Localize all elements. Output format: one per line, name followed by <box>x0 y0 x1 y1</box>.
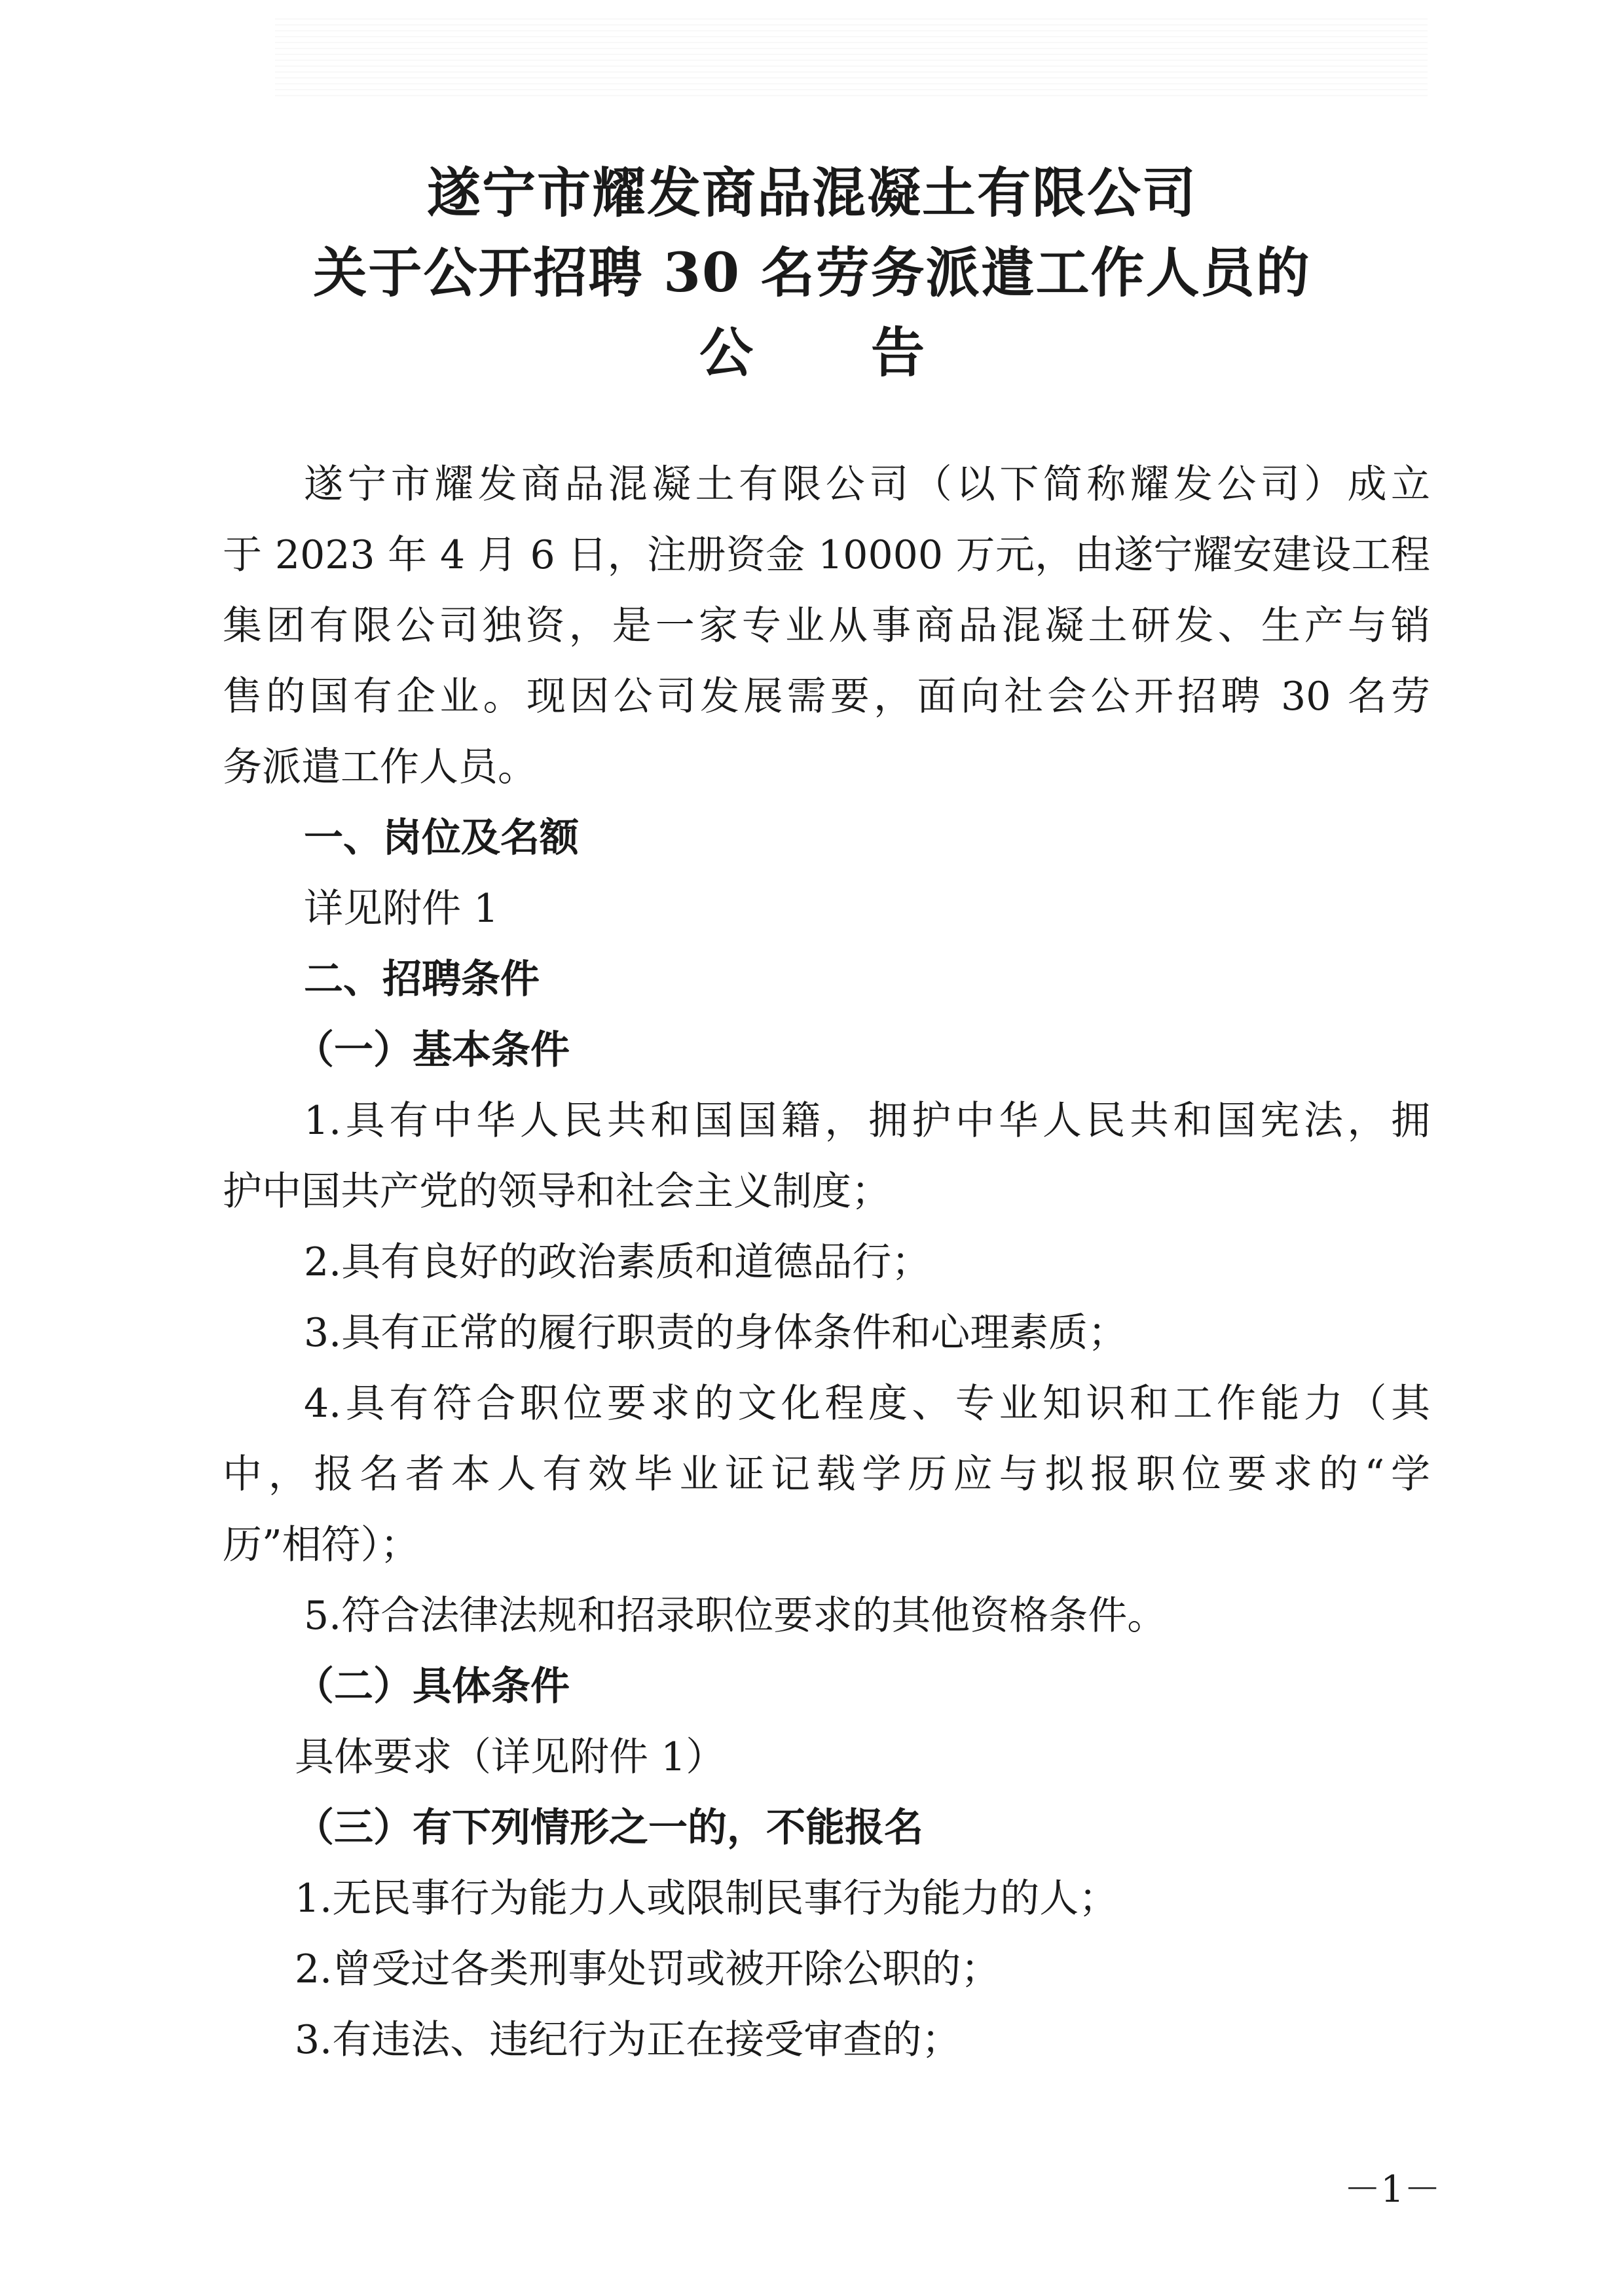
basic-item-1-line-1: 1.具有中华人民共和国国籍，拥护中华人民共和国宪法，拥 <box>304 1098 1430 1144</box>
basic-item-4-line-3: 历”相符）； <box>223 1522 420 1568</box>
intro-line-5: 务派遣工作人员。 <box>223 744 537 790</box>
document-body <box>223 449 1430 2075</box>
subsection-2-text: 具体要求（详见附件 1） <box>295 1734 726 1780</box>
basic-item-1-line-2: 护中国共产党的领导和社会主义制度； <box>223 1169 891 1214</box>
intro-line-1: 遂宁市耀发商品混凝土有限公司（以下简称耀发公司）成立 <box>304 462 1430 507</box>
title-line-3: 公告 <box>699 321 1043 384</box>
basic-item-4-line-2: 中，报名者本人有效毕业证记载学历应与拟报职位要求的“学 <box>223 1451 1430 1497</box>
subsection-2-heading: （二）具体条件 <box>295 1664 570 1709</box>
subsection-1-heading: （一）基本条件 <box>295 1027 570 1073</box>
section-1-heading: 一、岗位及名额 <box>304 815 579 861</box>
subsection-3-heading: （三）有下列情形之一的，不能报名 <box>295 1805 923 1851</box>
exclusion-item-2: 2.曾受过各类刑事处罚或被开除公职的； <box>295 1946 1001 1992</box>
basic-item-3: 3.具有正常的履行职责的身体条件和心理素质； <box>304 1310 1128 1356</box>
basic-item-5: 5.符合法律法规和招录职位要求的其他资格条件。 <box>304 1593 1167 1639</box>
title-line-2: 关于公开招聘 30 名劳务派遣工作人员的 <box>313 242 1311 304</box>
section-2-heading: 二、招聘条件 <box>304 957 540 1002</box>
intro-line-2: 于 2023 年 4 月 6 日，注册资金 10000 万元，由遂宁耀安建设工程 <box>223 532 1430 578</box>
title-line-1: 遂宁市耀发商品混凝土有限公司 <box>426 162 1197 225</box>
intro-line-4: 售的国有企业。现因公司发展需要，面向社会公开招聘 30 名劳 <box>223 674 1430 720</box>
exclusion-item-3: 3.有违法、违纪行为正在接受审查的； <box>295 2017 961 2063</box>
section-1-text: 详见附件 1 <box>304 886 499 932</box>
scan-artifact <box>275 18 1428 97</box>
basic-item-4-line-1: 4.具有符合职位要求的文化程度、专业知识和工作能力（其 <box>304 1381 1430 1427</box>
page-number: －1－ <box>1344 2168 1441 2211</box>
basic-item-2: 2.具有良好的政治素质和道德品行； <box>304 1239 931 1285</box>
exclusion-item-1: 1.无民事行为能力人或限制民事行为能力的人； <box>295 1876 1118 1922</box>
intro-line-3: 集团有限公司独资，是一家专业从事商品混凝土研发、生产与销 <box>223 603 1430 649</box>
